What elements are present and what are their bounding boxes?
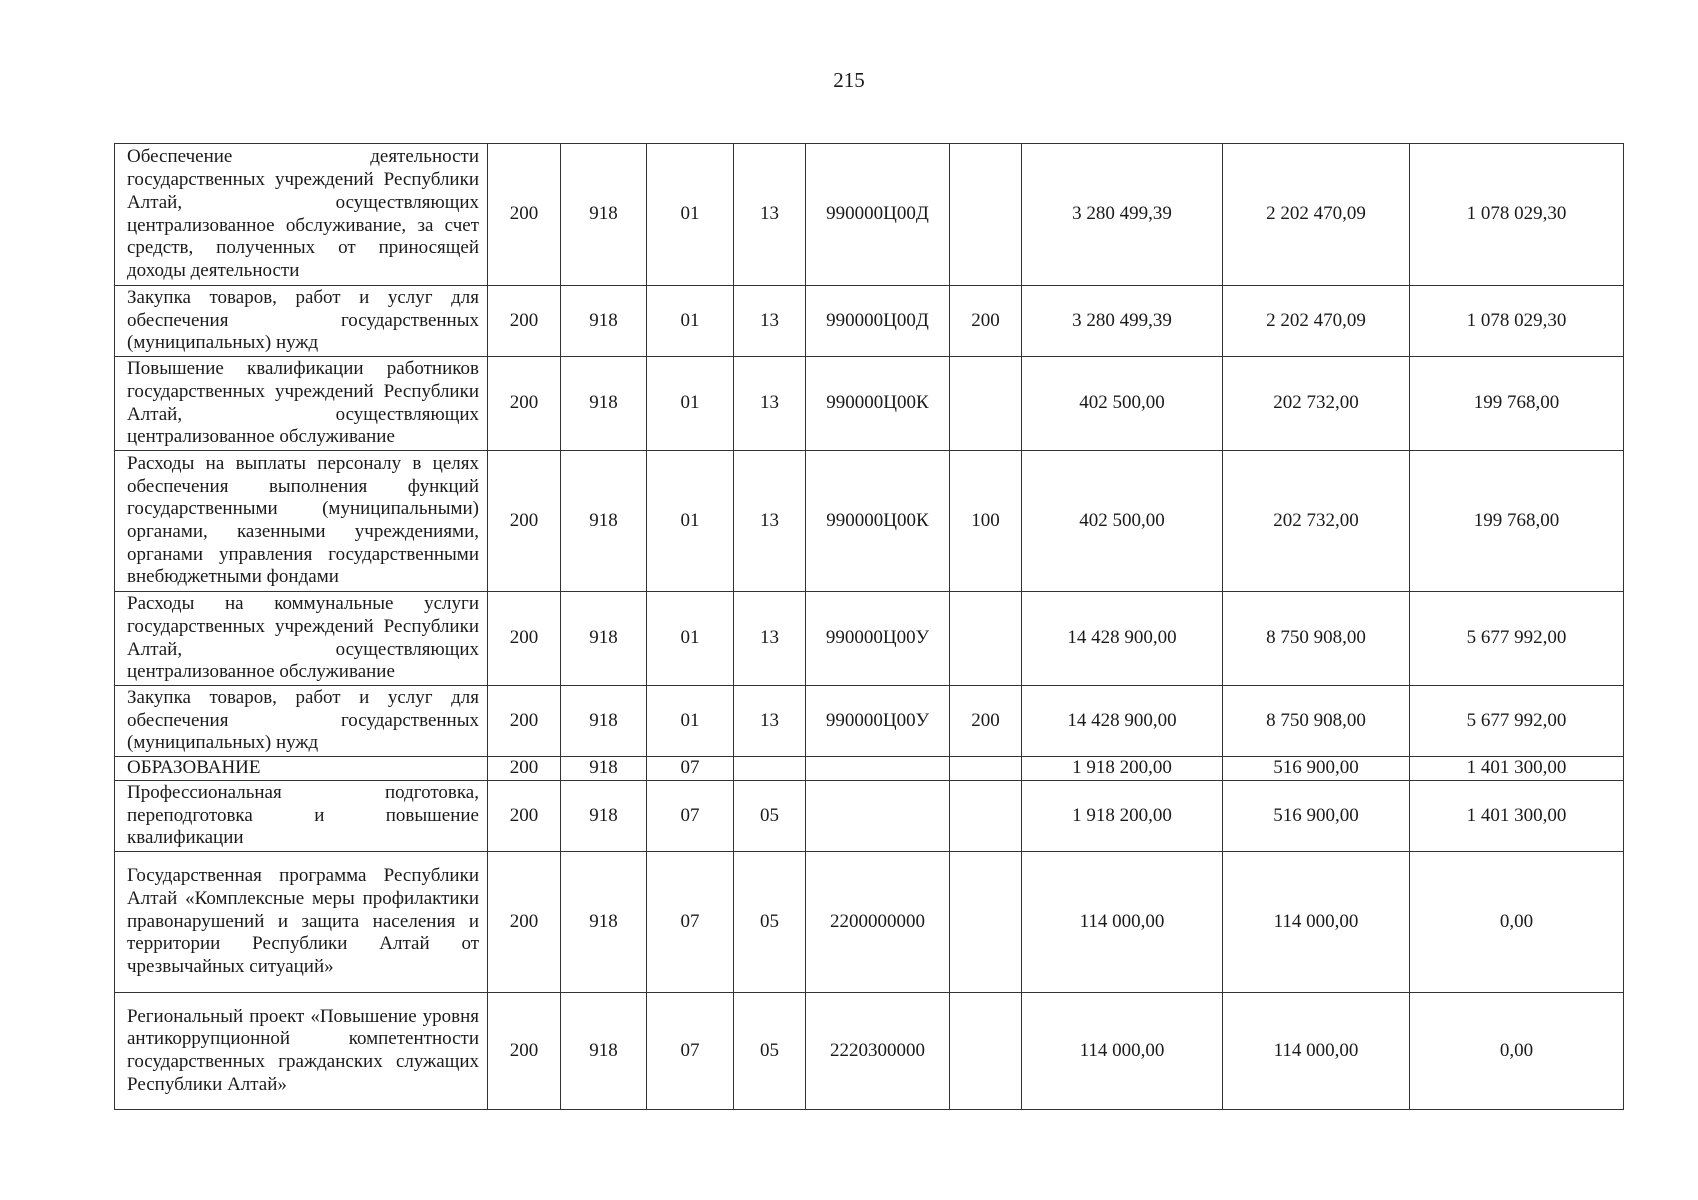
expense-type-cell: [950, 144, 1022, 286]
ministry-code-cell: 918: [561, 357, 647, 451]
row-description: ОБРАЗОВАНИЕ: [115, 757, 488, 781]
amount-2-cell: 2 202 470,09: [1223, 144, 1410, 286]
table-row: [115, 757, 1624, 781]
target-article-cell: 2200000000: [806, 852, 950, 993]
target-article-cell: 990000Ц00У: [806, 592, 950, 686]
expense-type-cell: 200: [950, 686, 1022, 757]
row-description: Профессиональная подготовка, переподготовка и повышение квалификации: [115, 781, 488, 852]
expense-type-cell: 200: [950, 286, 1022, 357]
subsection-cell: 05: [734, 852, 806, 993]
table-row: [115, 144, 1624, 286]
amount-2-cell: 2 202 470,09: [1223, 286, 1410, 357]
row-description: Закупка товаров, работ и услуг для обеспечения государственных (муниципальных) нужд: [115, 286, 488, 357]
subsection-cell: 13: [734, 592, 806, 686]
subsection-cell: 13: [734, 144, 806, 286]
amount-3-cell: 0,00: [1410, 852, 1624, 993]
amount-2-cell: 202 732,00: [1223, 451, 1410, 592]
page-number: 215: [833, 68, 865, 92]
section-cell: 01: [647, 144, 734, 286]
target-article-cell: 990000Ц00Д: [806, 144, 950, 286]
amount-total-cell: 14 428 900,00: [1022, 592, 1223, 686]
row-description: Региональный проект «Повышение уровня антикоррупционной компетентности государственных гражданских служащих Республики Алтай»: [115, 993, 488, 1110]
subsection-cell: [734, 757, 806, 781]
row-description: Расходы на коммунальные услуги государственных учреждений Республики Алтай, осуществляющих централизованное обслуживание: [115, 592, 488, 686]
amount-2-cell: 516 900,00: [1223, 757, 1410, 781]
admin-code-cell: 200: [488, 852, 561, 993]
amount-total-cell: 1 918 200,00: [1022, 781, 1223, 852]
amount-3-cell: 1 401 300,00: [1410, 781, 1624, 852]
amount-total-cell: 1 918 200,00: [1022, 757, 1223, 781]
table-row: [115, 852, 1624, 993]
admin-code-cell: 200: [488, 757, 561, 781]
expense-type-cell: [950, 852, 1022, 993]
row-description: Закупка товаров, работ и услуг для обеспечения государственных (муниципальных) нужд: [115, 686, 488, 757]
ministry-code-cell: 918: [561, 451, 647, 592]
amount-2-cell: 8 750 908,00: [1223, 686, 1410, 757]
amount-3-cell: 5 677 992,00: [1410, 686, 1624, 757]
table-row: [115, 592, 1624, 686]
subsection-cell: 13: [734, 286, 806, 357]
ministry-code-cell: 918: [561, 286, 647, 357]
section-cell: 01: [647, 357, 734, 451]
subsection-cell: 13: [734, 686, 806, 757]
target-article-cell: 990000Ц00Д: [806, 286, 950, 357]
row-description: Повышение квалификации работников государственных учреждений Республики Алтай, осуществляющих централизованное обслуживание: [115, 357, 488, 451]
row-description: Государственная программа Республики Алтай «Комплексные меры профилактики правонарушений и защита населения и территории Республики Алтай от чрезвычайных ситуаций»: [115, 852, 488, 993]
table-row: [115, 686, 1624, 757]
amount-2-cell: 516 900,00: [1223, 781, 1410, 852]
admin-code-cell: 200: [488, 993, 561, 1110]
amount-total-cell: 3 280 499,39: [1022, 144, 1223, 286]
amount-total-cell: 402 500,00: [1022, 451, 1223, 592]
expense-type-cell: [950, 781, 1022, 852]
amount-3-cell: 5 677 992,00: [1410, 592, 1624, 686]
amount-total-cell: 3 280 499,39: [1022, 286, 1223, 357]
amount-3-cell: 199 768,00: [1410, 357, 1624, 451]
ministry-code-cell: 918: [561, 144, 647, 286]
ministry-code-cell: 918: [561, 757, 647, 781]
section-cell: 01: [647, 451, 734, 592]
section-cell: 07: [647, 852, 734, 993]
amount-3-cell: 1 401 300,00: [1410, 757, 1624, 781]
expense-type-cell: [950, 993, 1022, 1110]
table-row: [115, 993, 1624, 1110]
admin-code-cell: 200: [488, 451, 561, 592]
section-cell: 01: [647, 592, 734, 686]
section-cell: 07: [647, 993, 734, 1110]
table-row: [115, 781, 1624, 852]
amount-3-cell: 1 078 029,30: [1410, 286, 1624, 357]
admin-code-cell: 200: [488, 781, 561, 852]
table-row: [115, 286, 1624, 357]
amount-3-cell: 0,00: [1410, 993, 1624, 1110]
ministry-code-cell: 918: [561, 686, 647, 757]
expense-type-cell: 100: [950, 451, 1022, 592]
admin-code-cell: 200: [488, 686, 561, 757]
target-article-cell: [806, 781, 950, 852]
amount-total-cell: 14 428 900,00: [1022, 686, 1223, 757]
target-article-cell: 990000Ц00К: [806, 451, 950, 592]
expense-type-cell: [950, 592, 1022, 686]
expense-type-cell: [950, 357, 1022, 451]
budget-table: [114, 143, 1624, 1110]
amount-3-cell: 1 078 029,30: [1410, 144, 1624, 286]
admin-code-cell: 200: [488, 144, 561, 286]
ministry-code-cell: 918: [561, 993, 647, 1110]
amount-2-cell: 114 000,00: [1223, 852, 1410, 993]
amount-total-cell: 402 500,00: [1022, 357, 1223, 451]
amount-total-cell: 114 000,00: [1022, 852, 1223, 993]
ministry-code-cell: 918: [561, 852, 647, 993]
ministry-code-cell: 918: [561, 781, 647, 852]
table-row: [115, 357, 1624, 451]
row-description: Обеспечение деятельности государственных учреждений Республики Алтай, осуществляющих централизованное обслуживание, за счет средств, полученных от приносящей доходы деятельности: [115, 144, 488, 286]
table-row: [115, 451, 1624, 592]
target-article-cell: [806, 757, 950, 781]
amount-3-cell: 199 768,00: [1410, 451, 1624, 592]
subsection-cell: 05: [734, 781, 806, 852]
row-description: Расходы на выплаты персоналу в целях обеспечения выполнения функций государственными (муниципальными) органами, казенными учреждениями, органами управления государственными внебюджетными фондами: [115, 451, 488, 592]
admin-code-cell: 200: [488, 286, 561, 357]
section-cell: 01: [647, 286, 734, 357]
section-cell: 07: [647, 757, 734, 781]
subsection-cell: 13: [734, 451, 806, 592]
section-cell: 07: [647, 781, 734, 852]
amount-total-cell: 114 000,00: [1022, 993, 1223, 1110]
expense-type-cell: [950, 757, 1022, 781]
target-article-cell: 990000Ц00К: [806, 357, 950, 451]
amount-2-cell: 114 000,00: [1223, 993, 1410, 1110]
admin-code-cell: 200: [488, 357, 561, 451]
subsection-cell: 05: [734, 993, 806, 1110]
target-article-cell: 990000Ц00У: [806, 686, 950, 757]
amount-2-cell: 202 732,00: [1223, 357, 1410, 451]
ministry-code-cell: 918: [561, 592, 647, 686]
section-cell: 01: [647, 686, 734, 757]
target-article-cell: 2220300000: [806, 993, 950, 1110]
amount-2-cell: 8 750 908,00: [1223, 592, 1410, 686]
subsection-cell: 13: [734, 357, 806, 451]
admin-code-cell: 200: [488, 592, 561, 686]
